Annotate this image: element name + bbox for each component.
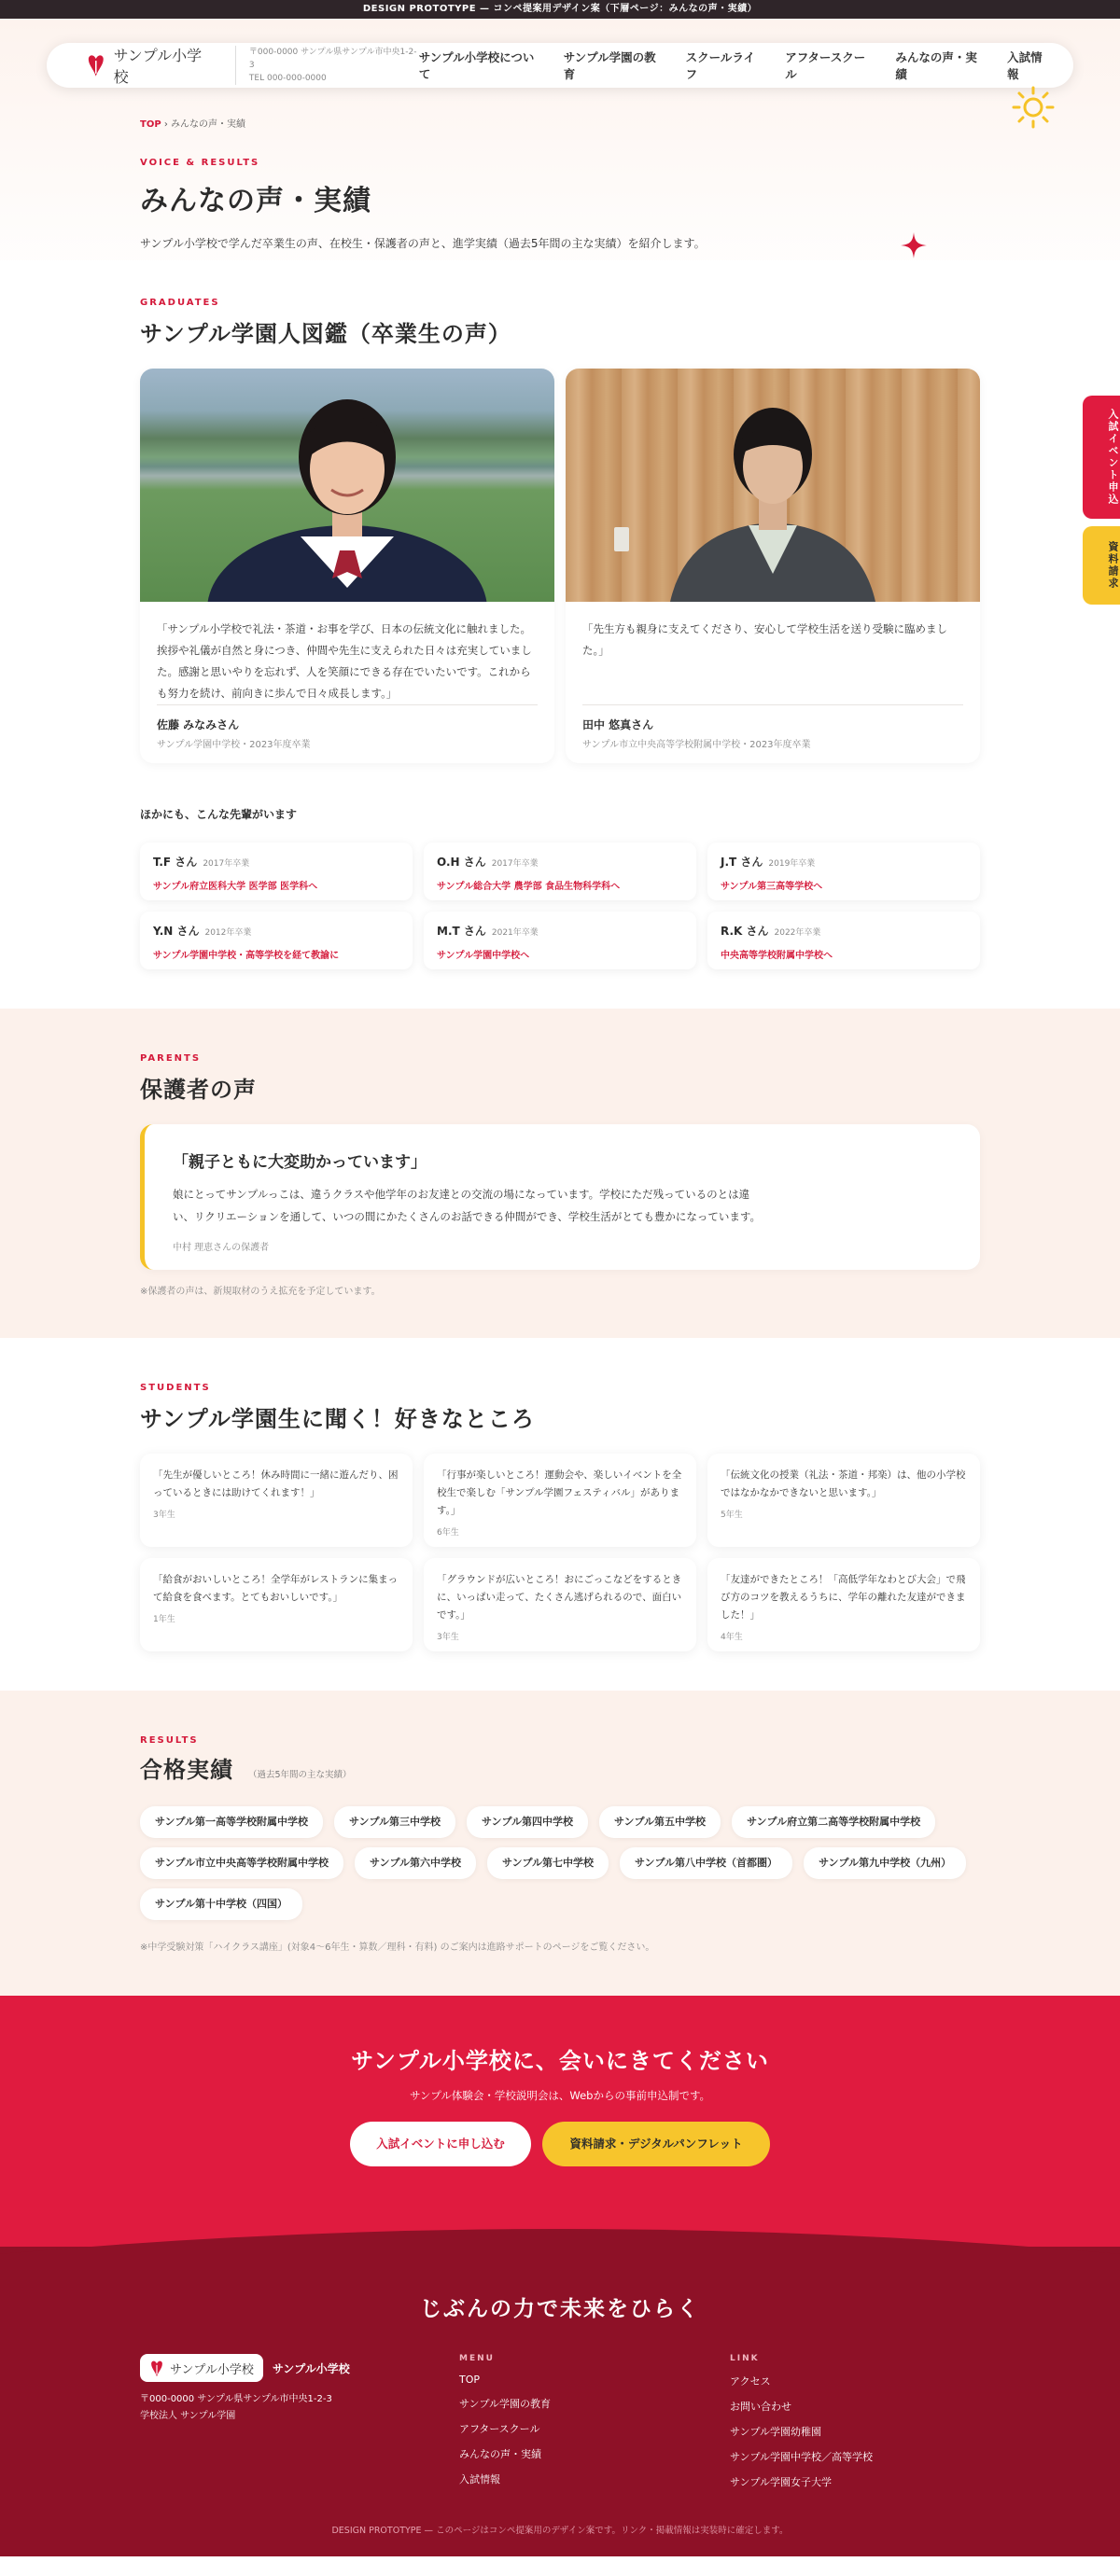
breadcrumb <box>140 116 980 130</box>
footer-menu-head: MENU <box>459 2354 495 2363</box>
graduate-quote: 「サンプル小学校で礼法・茶道・お事を学び、日本の伝統文化に触れました。挨拶や礼儀が自然と身につき、仲間や先生に支えられた日々は充実していました。感謝と思いやりを忘れず、人を笑顔にできる存在でいたいです。これからも努力を続け、前向きに歩んで日々成長します。」 <box>157 622 532 700</box>
logo-heart-icon <box>149 2360 164 2377</box>
footer-address-line: 〒000-0000 サンプル県サンプル市中央1-2-3 <box>140 2394 332 2404</box>
header-address <box>235 46 419 85</box>
hero-section <box>0 19 1120 260</box>
senior-name: R.K さん <box>721 925 769 938</box>
school-chip: サンプル第一高等学校附属中学校 <box>140 1806 323 1838</box>
school-chip: サンプル第九中学校（九州） <box>804 1847 966 1879</box>
graduate-school: サンプル市立中央高等学校附属中学校・2023年度卒業 <box>582 740 811 750</box>
student-voice-text: 「先生が優しいところ！休み時間に一緒に遊んだり、困っているときには助けてくれます！」 <box>153 1469 399 1498</box>
graduate-name: 田中 悠真さん <box>582 718 654 731</box>
nav-links <box>419 49 1053 82</box>
student-grade: 3年生 <box>437 1633 459 1642</box>
results-eyebrow: RESULTS <box>140 1735 199 1746</box>
school-chip: サンプル第六中学校 <box>355 1847 476 1879</box>
nav-voices[interactable]: みんなの声・実績 <box>895 50 977 81</box>
senior-destination: 中央高等学校附属中学校へ <box>721 951 833 961</box>
parent-voice-card <box>140 1124 980 1270</box>
breadcrumb-top[interactable]: TOP <box>140 119 161 130</box>
school-chip: サンプル第五中学校 <box>599 1806 721 1838</box>
site-logo[interactable] <box>86 44 215 87</box>
students-title: サンプル学園生に聞く！好きなところ <box>140 1406 535 1432</box>
senior-card <box>140 842 413 900</box>
footer-wave <box>0 2217 1120 2254</box>
results-title: 合格実績 <box>140 1757 233 1783</box>
graduate-photo <box>140 369 554 602</box>
results-section <box>0 1691 1120 1996</box>
footer-link-item[interactable]: アクセス <box>730 2375 771 2388</box>
school-chip: サンプル第十中学校（四国） <box>140 1888 302 1920</box>
event-apply-button[interactable]: 入試イベントに申し込む <box>350 2122 531 2166</box>
students-section <box>0 1338 1120 1691</box>
graduate-photo <box>566 369 980 602</box>
school-chip: サンプル市立中央高等学校附属中学校 <box>140 1847 343 1879</box>
parent-headline: 「親子ともに大変助かっています」 <box>173 1153 427 1172</box>
prototype-banner: DESIGN PROTOTYPE — コンペ提案用デザイン案（下層ページ：みんなの声・実績） <box>0 0 1120 19</box>
school-chip: サンプル第七中学校 <box>487 1847 609 1879</box>
student-voice-text: 「行事が楽しいところ！運動会や、楽しいイベントを全校生で楽しむ「サンプル学園フェスティバル」があります。」 <box>437 1469 682 1516</box>
senior-year: 2017年卒業 <box>491 859 539 869</box>
hero-eyebrow: VOICE & RESULTS <box>140 158 260 168</box>
parents-note: ※保護者の声は、新規取材のうえ拡充を予定しています。 <box>140 1287 381 1297</box>
header-nav <box>47 43 1073 88</box>
student-voice-text: 「給食がおいしいところ！全学年がレストランに集まって給食を食べます。とてもおいしいです。」 <box>153 1574 399 1603</box>
senior-card <box>424 842 696 900</box>
graduates-eyebrow: GRADUATES <box>140 298 220 308</box>
footer-links <box>730 2354 873 2489</box>
parent-author: 中村 理恵さんの保護者 <box>173 1243 270 1253</box>
footer-link-head: LINK <box>730 2354 760 2363</box>
student-voice-text: 「友達ができたところ！「高低学年なわとび大会」で飛び方のコツを教えるうちに、学年の離れた友達ができました！」 <box>721 1574 966 1621</box>
senior-name: J.T さん <box>721 856 763 869</box>
parents-section <box>0 1009 1120 1338</box>
parents-title: 保護者の声 <box>140 1077 257 1103</box>
footer-link-item[interactable]: お問い合わせ <box>730 2401 791 2413</box>
senior-destination: サンプル学園中学校・高等学校を経て教諭に <box>153 951 340 961</box>
student-portrait-image <box>140 369 554 602</box>
student-grade: 3年生 <box>153 1511 175 1520</box>
footer-menu-item[interactable]: TOP <box>459 2374 481 2386</box>
footer-menu-item[interactable]: サンプル学園の教育 <box>459 2398 552 2410</box>
student-voice-text: 「伝統文化の授業（礼法・茶道・邦楽）は、他の小学校ではなかなかできないと思います。」 <box>721 1469 966 1498</box>
page-lead: サンプル小学校で学んだ卒業生の声、在校生・保護者の声と、進学実績（過去5年間の主な実績）を紹介します。 <box>140 237 706 250</box>
senior-name: T.F さん <box>153 856 198 869</box>
senior-name: M.T さん <box>437 925 486 938</box>
senior-card <box>140 912 413 969</box>
footer-menu <box>459 2354 730 2489</box>
more-seniors-title: ほかにも、こんな先輩がいます <box>140 808 298 821</box>
school-chip: サンプル第三中学校 <box>334 1806 455 1838</box>
school-chip: サンプル第四中学校 <box>467 1806 588 1838</box>
breadcrumb-separator: › <box>163 119 168 130</box>
tel-line: TEL 000-000-0000 <box>248 74 327 83</box>
results-note: ※中学受験対策「ハイクラス講座」(対象4〜6年生・算数／理科・有料) のご案内は進路サポートのページをご覧ください。 <box>140 1942 655 1953</box>
footer-corp: 学校法人 サンプル学園 <box>140 2411 236 2421</box>
graduate-quote: 「先生方も親身に支えてくださり、安心して学校生活を送り受験に臨めました。」 <box>582 622 947 657</box>
footer-disclaimer: DESIGN PROTOTYPE — このページはコンペ提案用のデザイン案です。リンク・掲載情報は実装時に確定します。 <box>331 2526 789 2536</box>
senior-destination: サンプル総合大学 農学部 食品生物科学科へ <box>437 882 621 892</box>
senior-name: O.H さん <box>437 856 486 869</box>
cta-subtitle: サンプル体験会・学校説明会は、Webからの事前申込制です。 <box>409 2089 711 2102</box>
footer-logo-text: サンプル小学校 <box>170 2362 254 2377</box>
footer-link-item[interactable]: サンプル学園中学校／高等学校 <box>730 2451 874 2463</box>
senior-destination: サンプル第三高等学校へ <box>721 882 823 892</box>
footer <box>0 2247 1120 2556</box>
student-voice-card <box>140 1454 413 1547</box>
senior-year: 2022年卒業 <box>774 928 821 938</box>
results-list <box>140 1806 980 1920</box>
nav-after-school[interactable]: アフタースクール <box>785 50 866 81</box>
address-line: 〒000-0000 サンプル県サンプル市中央1-2-3 <box>248 48 417 70</box>
page-title: みんなの声・実績 <box>140 185 371 217</box>
student-grade: 4年生 <box>721 1633 743 1642</box>
student-grade: 6年生 <box>437 1528 459 1538</box>
footer-slogan: じぶんの力で未来をひらく <box>420 2297 700 2321</box>
senior-year: 2012年卒業 <box>204 928 252 938</box>
side-tab-docs[interactable]: 資料請求 <box>1083 526 1120 605</box>
footer-menu-item[interactable]: アフタースクール <box>459 2423 540 2435</box>
footer-link-item[interactable]: サンプル学園女子大学 <box>730 2476 833 2488</box>
logo-heart-icon <box>86 53 106 77</box>
student-voice-text: 「グラウンドが広いところ！おにごっこなどをするときに、いっぱい走って、たくさん逃げられるので、面白いです。」 <box>437 1574 682 1621</box>
student-grade: 5年生 <box>721 1511 743 1520</box>
senior-year: 2021年卒業 <box>491 928 539 938</box>
graduate-card <box>566 369 980 763</box>
senior-year: 2019年卒業 <box>768 859 816 869</box>
graduates-title: サンプル学園人図鑑（卒業生の声） <box>140 321 511 347</box>
student-grade: 1年生 <box>153 1615 175 1624</box>
senior-card <box>707 842 980 900</box>
footer-address <box>140 2391 459 2425</box>
senior-year: 2017年卒業 <box>203 859 250 869</box>
nav-school-life[interactable]: スクールライフ <box>685 50 756 81</box>
nav-about[interactable]: サンプル小学校について <box>418 50 535 81</box>
senior-destination: サンプル学園中学校へ <box>437 951 530 961</box>
students-eyebrow: STUDENTS <box>140 1383 211 1393</box>
graduates-section <box>0 260 1120 1009</box>
parent-body: 娘にとってサンプルっこは、違うクラスや他学年のお友達との交流の場になっています。学校にただ残っているのとは違い、リクリエーションを通して、いつの間にかたくさんのお話できる仲間ができ、学校生活がとても豊かになっています。 <box>173 1188 761 1223</box>
student-portrait-image <box>566 369 980 602</box>
senior-card <box>424 912 696 969</box>
cta-section <box>0 1996 1120 2247</box>
sparkle-icon <box>900 231 928 259</box>
results-subtitle: （過去5年間の主な実績） <box>248 1770 352 1780</box>
student-voice-card <box>140 1558 413 1651</box>
footer-menu-item[interactable]: みんなの声・実績 <box>459 2448 541 2460</box>
sun-icon <box>1012 86 1055 129</box>
graduate-name: 佐藤 みなみさん <box>157 718 240 731</box>
side-tab-event[interactable]: 入試イベント申込 <box>1083 396 1120 519</box>
school-chip: サンプル第八中学校（首都圏） <box>620 1847 792 1879</box>
parents-eyebrow: PARENTS <box>140 1053 202 1064</box>
footer-logo[interactable] <box>140 2354 263 2382</box>
student-voice-card <box>707 1558 980 1651</box>
nav-education[interactable]: サンプル学園の教育 <box>563 50 656 81</box>
graduate-school: サンプル学園中学校・2023年度卒業 <box>157 740 311 750</box>
request-docs-button[interactable]: 資料請求・デジタルパンフレット <box>542 2122 770 2166</box>
senior-card <box>707 912 980 969</box>
logo-text: サンプル小学校 <box>113 47 203 86</box>
senior-destination: サンプル府立医科大学 医学部 医学科へ <box>153 882 318 892</box>
student-voice-card <box>707 1454 980 1547</box>
cta-title: サンプル小学校に、会いにきてください <box>351 2048 769 2074</box>
footer-link-item[interactable]: サンプル学園幼稚園 <box>730 2426 822 2438</box>
graduate-card <box>140 369 554 763</box>
school-chip: サンプル府立第二高等学校附属中学校 <box>732 1806 935 1838</box>
breadcrumb-current: みんなの声・実績 <box>171 119 246 130</box>
footer-school-name: サンプル小学校 <box>272 2361 350 2375</box>
student-voice-card <box>424 1558 696 1651</box>
footer-menu-item[interactable]: 入試情報 <box>459 2473 500 2485</box>
nav-admission[interactable]: 入試情報 <box>1007 50 1043 81</box>
student-voice-card <box>424 1454 696 1547</box>
senior-name: Y.N さん <box>153 925 200 938</box>
